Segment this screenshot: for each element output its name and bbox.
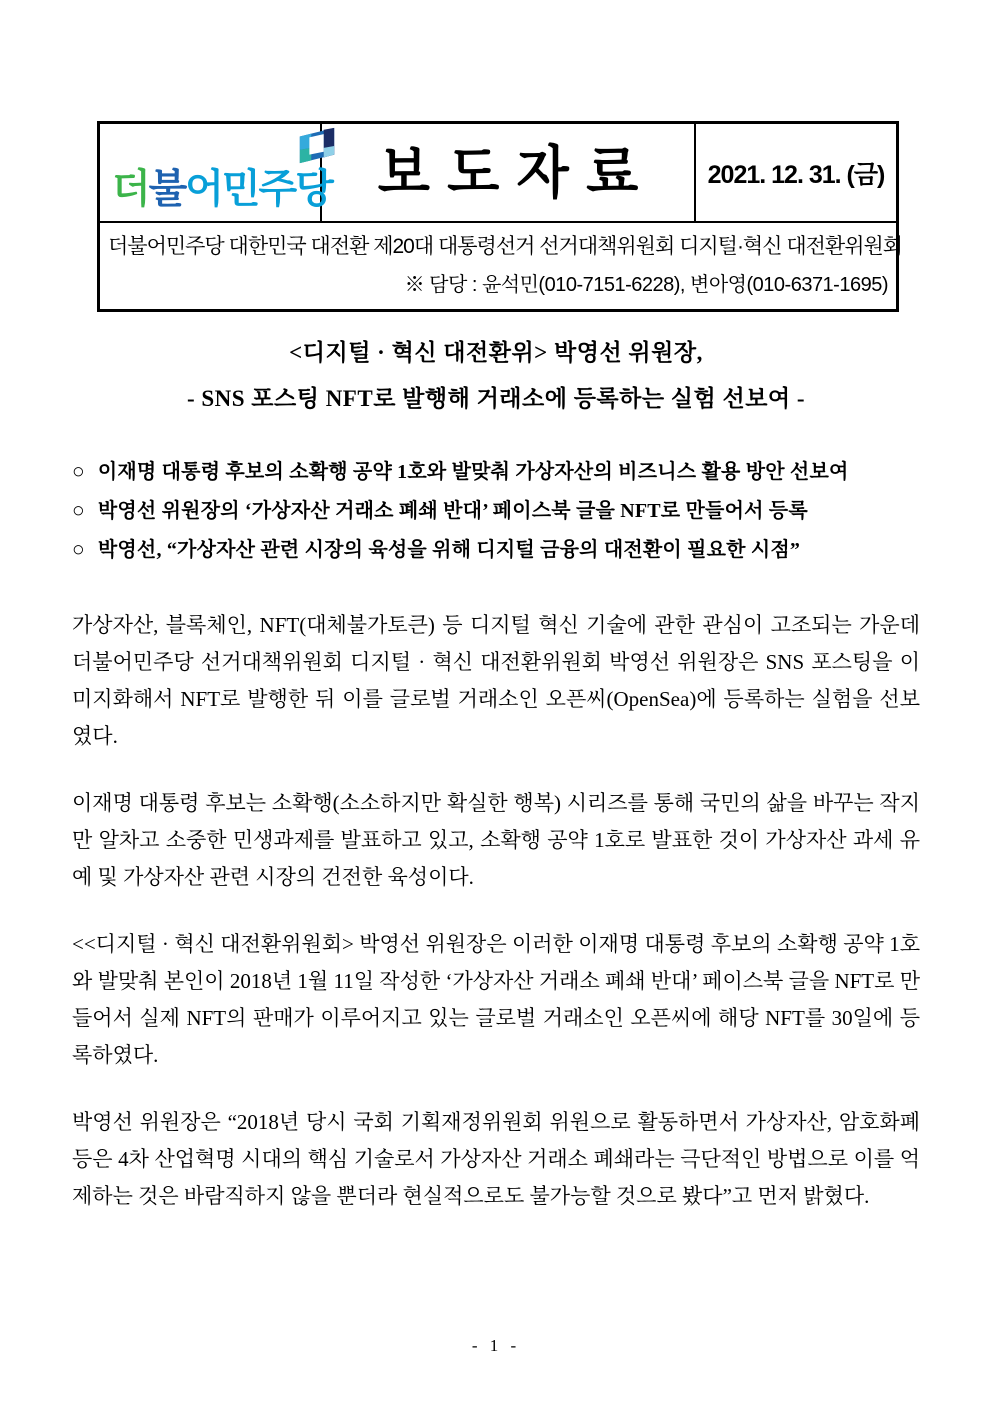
bullet-item bbox=[72, 530, 920, 569]
press-release-header-box bbox=[97, 121, 903, 312]
release-date-cell bbox=[696, 124, 896, 221]
header-top-row bbox=[100, 124, 896, 223]
headline bbox=[72, 330, 920, 422]
body-paragraph: 가상자산, 블록체인, NFT(대체불가토큰) 등 디지털 혁신 기술에 관한 관심이 고조되는 가운데 더불어민주당 선거대책위원회 디지털 · 혁신 대전환위원회 박영선 위원장은 SNS 포스팅을 이미지화해서 NFT로 발행한 뒤 이를 글로벌 거래소인 오픈씨(OpenSea)에 등록하는 실험을 선보였다. bbox=[72, 613, 920, 748]
body-paragraph: 박영선 위원장은 “2018년 당시 국회 기획재정위원회 위원으로 활동하면서 가상자산, 암호화폐 등은 4차 산업혁명 시대의 핵심 기술로서 가상자산 거래소 폐쇄라는 극단적인 방법으로 이를 억제하는 것은 바람직하지 않을 뿐더라 현실적으로도 불가능할 것으로 봤다”고 먼저 밝혔다. bbox=[72, 1110, 920, 1208]
bullet-text: 박영선 위원장의 ‘가상자산 거래소 폐쇄 반대’ 페이스북 글을 NFT로 만들어서 등록 bbox=[97, 500, 808, 522]
doc-type-cell bbox=[322, 124, 696, 221]
headline-line1: <디지털 · 혁신 대전환위> 박영선 위원장, bbox=[289, 340, 703, 365]
doc-type-title: 보도자료 bbox=[377, 141, 656, 204]
body-paragraph: 이재명 대통령 후보는 소확행(소소하지만 확실한 행복) 시리즈를 통해 국민의 삶을 바꾸는 작지만 알차고 소중한 민생과제를 발표하고 있고, 소확행 공약 1호로 발표한 것이 가상자산 과세 유예 및 가상자산 관련 시장의 건전한 육성이다. bbox=[72, 791, 920, 889]
circle-bullet-icon: ○ bbox=[72, 498, 85, 522]
release-date: 2021. 12. 31. (금) bbox=[707, 160, 885, 189]
bullet-text: 박영선, “가상자산 관련 시장의 육성을 위해 디지털 금융의 대전환이 필요한 시점” bbox=[97, 539, 801, 561]
party-flag-icon bbox=[296, 125, 338, 167]
circle-bullet-icon: ○ bbox=[72, 537, 85, 561]
document-body bbox=[72, 330, 920, 1245]
committee-name: 더불어민주당 대한민국 대전환 제20대 대통령선거 선거대책위원회 디지털·혁신 대전환위원회 bbox=[108, 235, 903, 258]
contact-info: ※ 담당 : 윤석민(010-7151-6228), 변아영(010-6371-1695) bbox=[404, 274, 888, 296]
party-logo bbox=[112, 169, 332, 209]
bullet-item bbox=[72, 452, 920, 491]
headline-line2: - SNS 포스팅 NFT로 발행해 거래소에 등록하는 실험 선보여 - bbox=[186, 386, 806, 411]
header-bottom-row bbox=[100, 223, 903, 309]
body-paragraph: <<디지털 · 혁신 대전환위원회> 박영선 위원장은 이러한 이재명 대통령 후보의 소확행 공약 1호와 발맞춰 본인이 2018년 1월 11일 작성한 ‘가상자산 거래소 폐쇄 반대’ 페이스북 글을 NFT로 만들어서 실제 NFT의 판매가 이루어지고 있는 글로벌 거래소인 오픈씨에 해당 NFT를 30일에 등록하였다. bbox=[72, 932, 920, 1067]
page-number: - 1 - bbox=[471, 1336, 521, 1355]
party-logo-text-second: 불 bbox=[148, 167, 186, 211]
bullet-text: 이재명 대통령 후보의 소확행 공약 1호와 발맞춰 가상자산의 비즈니스 활용 방안 선보여 bbox=[97, 461, 849, 483]
bullet-item bbox=[72, 491, 920, 530]
circle-bullet-icon: ○ bbox=[72, 459, 85, 483]
party-logo-text-first: 더 bbox=[112, 167, 149, 211]
party-logo-text-rest: 어민주당 bbox=[185, 167, 332, 211]
party-logo-cell bbox=[100, 124, 332, 221]
summary-bullet-list bbox=[72, 452, 920, 569]
